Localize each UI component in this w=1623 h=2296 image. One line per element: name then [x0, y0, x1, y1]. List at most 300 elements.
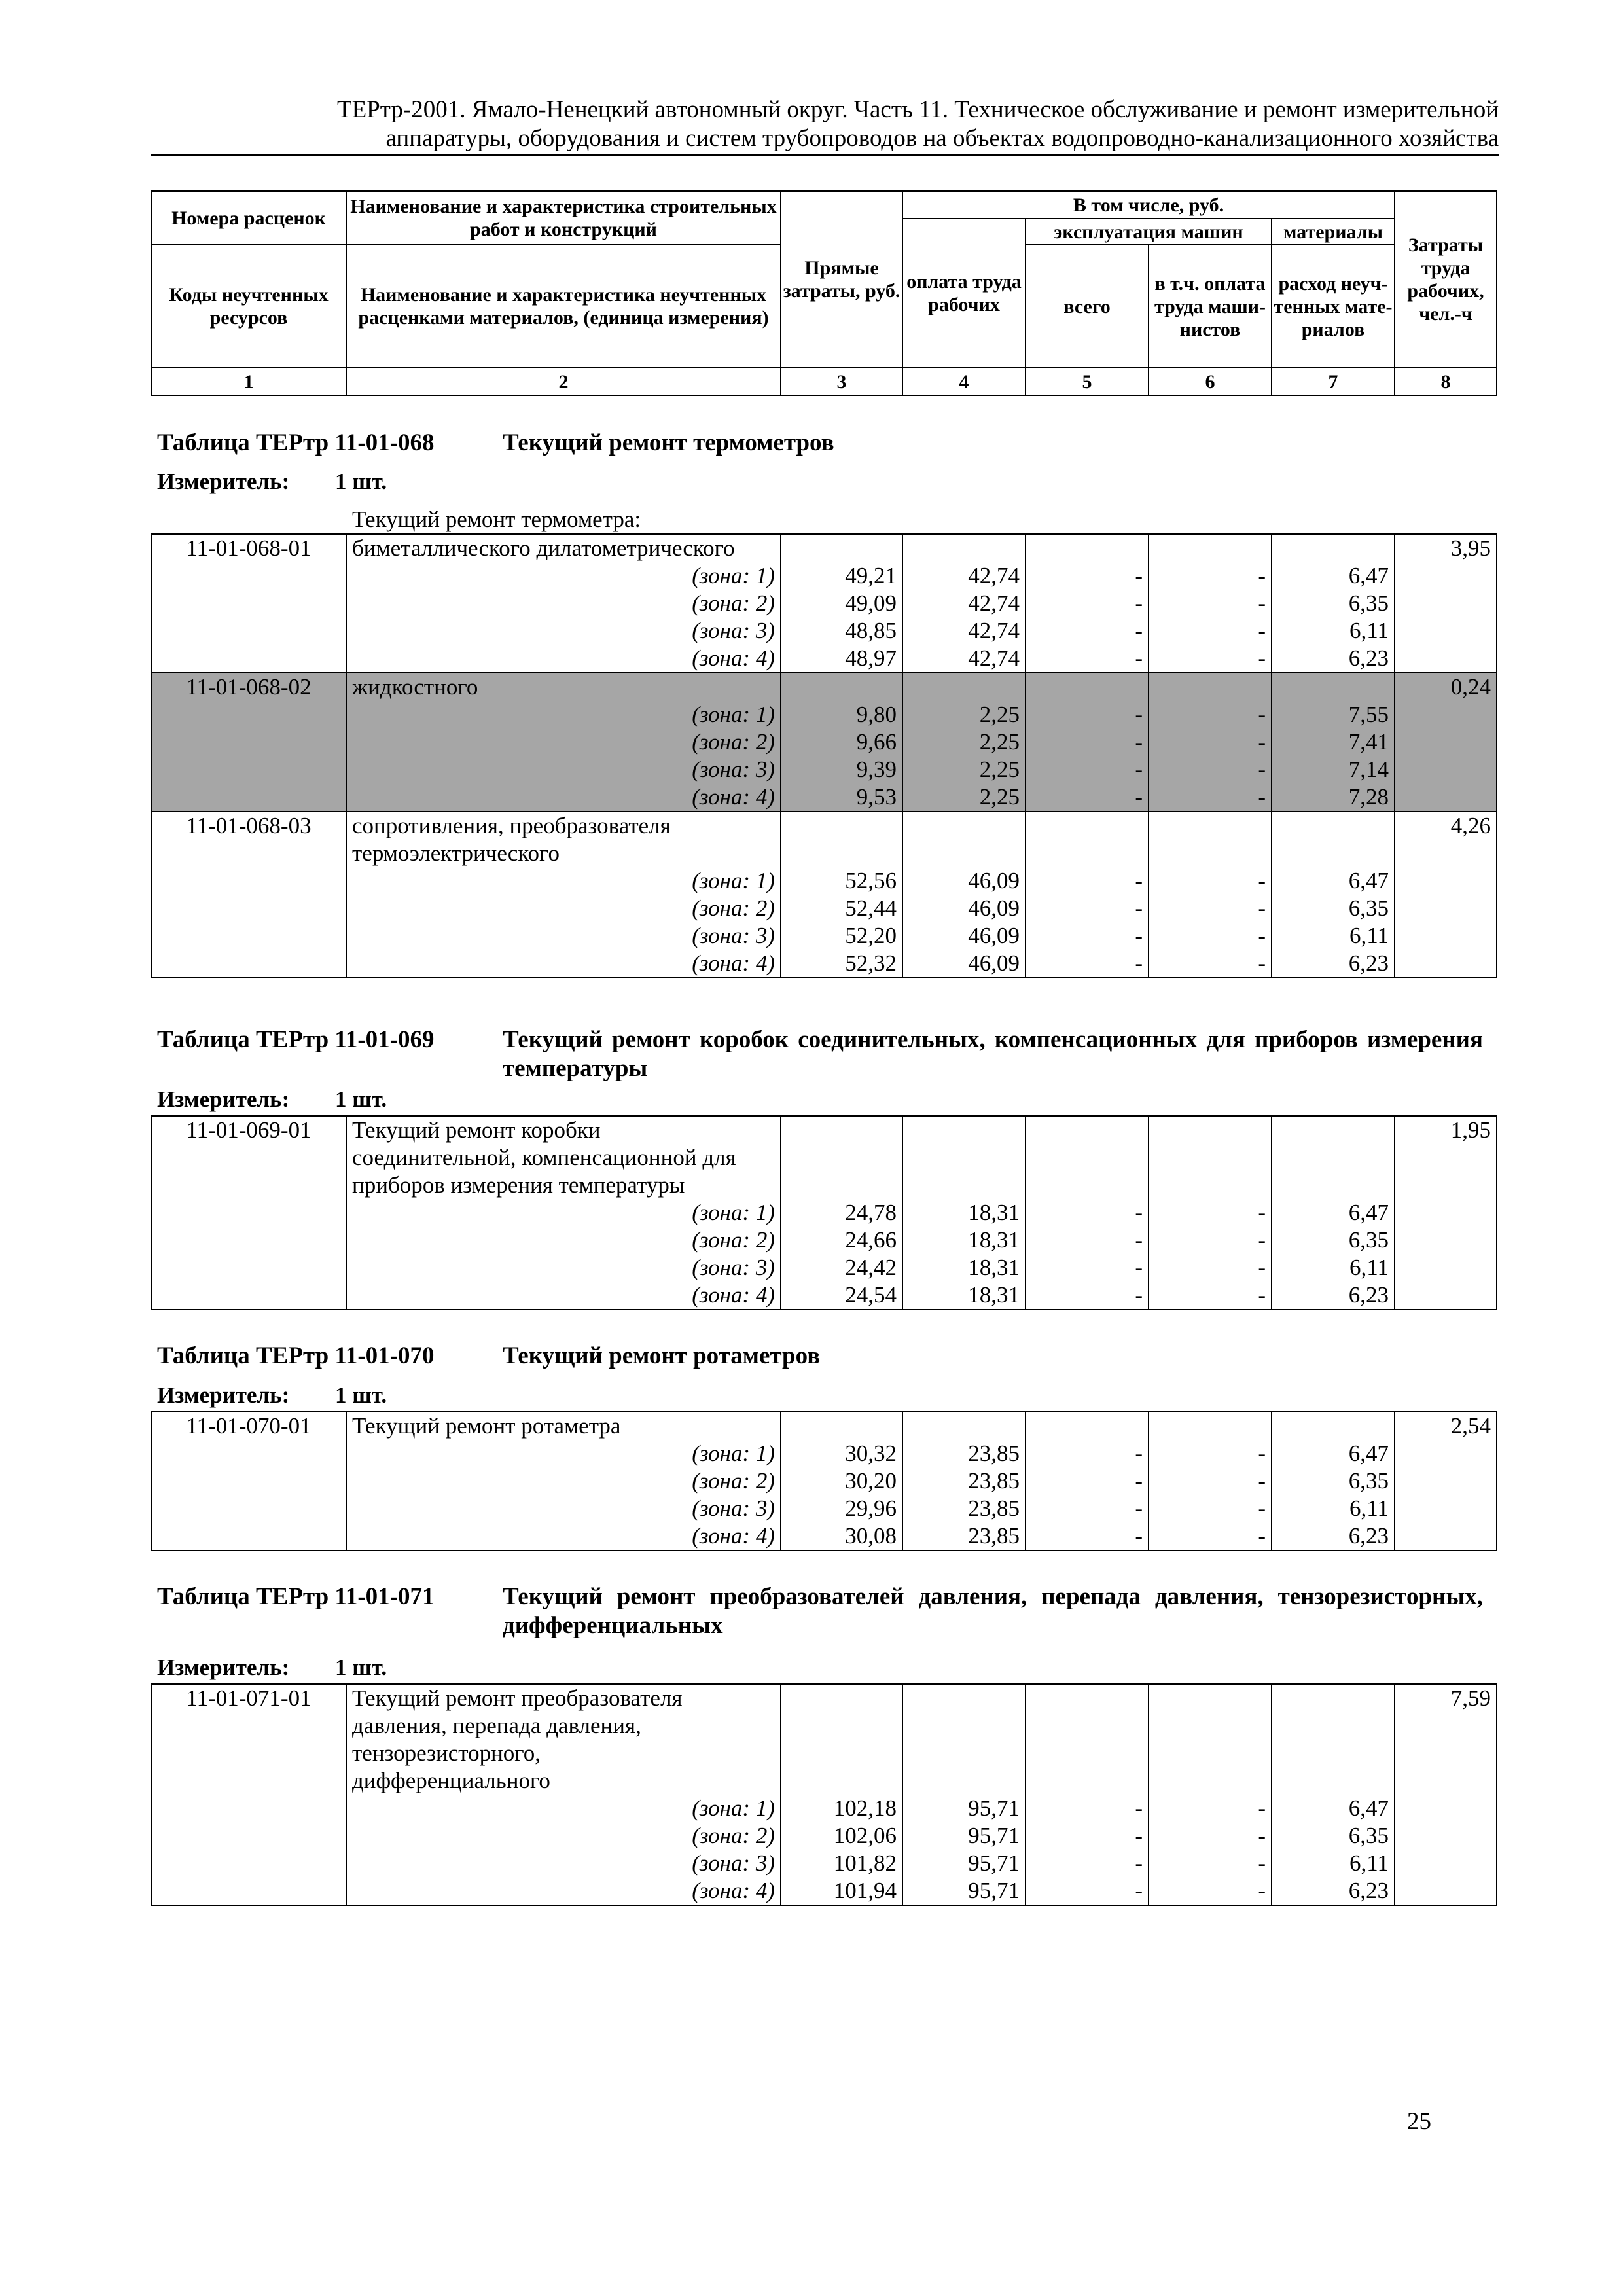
meter — [157, 1655, 387, 1681]
machinist-pay: - — [1149, 895, 1272, 922]
rate-code: 11-01-071-01 — [151, 1684, 346, 1712]
machines-total: - — [1026, 1850, 1149, 1877]
empty-cell — [1395, 1227, 1497, 1254]
rates-table — [151, 1115, 1497, 1310]
empty-cell — [1149, 673, 1272, 701]
rate-description: Текущий ремонт коробки — [346, 1116, 781, 1144]
empty-cell — [1272, 1412, 1395, 1440]
materials-cost: 6,11 — [1272, 922, 1395, 950]
materials-cost: 6,23 — [1272, 645, 1395, 673]
direct-cost: 24,66 — [781, 1227, 902, 1254]
empty-cell — [151, 590, 346, 617]
worker-pay: 18,31 — [902, 1199, 1026, 1227]
empty-cell — [151, 1172, 346, 1199]
empty-cell — [151, 1282, 346, 1310]
zone-label: (зона: 1) — [346, 1199, 781, 1227]
empty-cell — [1272, 812, 1395, 840]
direct-cost: 52,32 — [781, 950, 902, 978]
materials-cost: 6,47 — [1272, 1440, 1395, 1467]
empty-cell — [902, 1144, 1026, 1172]
machines-total: - — [1026, 562, 1149, 590]
rate-description: жидкостного — [346, 673, 781, 701]
table-row — [151, 895, 1497, 922]
direct-cost: 48,85 — [781, 617, 902, 645]
rate-description: Текущий ремонт ротаметра — [346, 1412, 781, 1440]
empty-cell — [902, 1412, 1026, 1440]
rate-code: 11-01-069-01 — [151, 1116, 346, 1144]
meter — [157, 1086, 387, 1113]
worker-pay: 23,85 — [902, 1467, 1026, 1495]
table-row — [151, 562, 1497, 590]
machinist-pay: - — [1149, 783, 1272, 812]
empty-cell — [151, 1822, 346, 1850]
empty-cell — [1395, 1712, 1497, 1740]
machinist-pay: - — [1149, 1467, 1272, 1495]
empty-cell — [781, 812, 902, 840]
empty-cell — [1272, 1767, 1395, 1795]
empty-cell — [902, 1172, 1026, 1199]
machines-header: эксплуатация машин — [1026, 219, 1272, 245]
empty-cell — [1026, 1116, 1149, 1144]
table-title — [157, 1026, 1483, 1083]
table-row — [151, 1254, 1497, 1282]
empty-cell — [902, 534, 1026, 562]
worker-pay: 42,74 — [902, 590, 1026, 617]
empty-cell — [151, 1227, 346, 1254]
materials-cost: 6,35 — [1272, 1227, 1395, 1254]
col-number-1: 1 — [151, 368, 346, 395]
empty-cell — [1272, 1684, 1395, 1712]
worker-pay: 2,25 — [902, 783, 1026, 812]
col3-header: Прямые затраты, руб. — [781, 191, 902, 368]
empty-cell — [1149, 1740, 1272, 1767]
rate-description: сопротивления, преобразователя — [346, 812, 781, 840]
machines-total: - — [1026, 922, 1149, 950]
col5-header: всего — [1026, 245, 1149, 368]
materials-cost: 6,35 — [1272, 1467, 1395, 1495]
col-number-7: 7 — [1272, 368, 1395, 395]
zone-label: (зона: 3) — [346, 1850, 781, 1877]
machines-total: - — [1026, 1495, 1149, 1522]
col2-header-bottom: Наименование и характеристика неучтенных расценками материалов, (единица измерения) — [346, 245, 781, 368]
empty-cell — [1272, 1740, 1395, 1767]
machines-total: - — [1026, 728, 1149, 756]
machinist-pay: - — [1149, 1522, 1272, 1551]
table-row — [151, 1684, 1497, 1712]
zone-label: (зона: 4) — [346, 645, 781, 673]
table-row — [151, 1877, 1497, 1905]
table-row — [151, 617, 1497, 645]
machines-total: - — [1026, 1522, 1149, 1551]
empty-cell — [151, 783, 346, 812]
table-row — [151, 867, 1497, 895]
empty-cell — [151, 701, 346, 728]
col-number-2: 2 — [346, 368, 781, 395]
table-name: Текущий ремонт ротаметров — [503, 1342, 821, 1369]
zone-label: (зона: 4) — [346, 1282, 781, 1310]
zone-label: (зона: 3) — [346, 1495, 781, 1522]
rates-table — [151, 533, 1497, 978]
machines-total: - — [1026, 1877, 1149, 1905]
empty-cell — [781, 1740, 902, 1767]
direct-cost: 101,94 — [781, 1877, 902, 1905]
labor-cost: 0,24 — [1395, 673, 1497, 701]
materials-cost: 6,47 — [1272, 867, 1395, 895]
meter-label: Измеритель: — [157, 469, 290, 494]
empty-cell — [1026, 1712, 1149, 1740]
table-row — [151, 1767, 1497, 1795]
worker-pay: 2,25 — [902, 728, 1026, 756]
empty-cell — [151, 950, 346, 978]
empty-cell — [151, 1495, 346, 1522]
col8-header: Затраты труда рабочих, чел.-ч — [1395, 191, 1497, 368]
empty-cell — [781, 840, 902, 867]
empty-cell — [1395, 1740, 1497, 1767]
machinist-pay: - — [1149, 1850, 1272, 1877]
labor-cost: 2,54 — [1395, 1412, 1497, 1440]
direct-cost: 30,20 — [781, 1467, 902, 1495]
empty-cell — [781, 1767, 902, 1795]
meter-value: 1 шт. — [335, 1655, 387, 1680]
materials-cost: 6,11 — [1272, 1495, 1395, 1522]
zone-label: (зона: 1) — [346, 1795, 781, 1822]
table-row — [151, 1412, 1497, 1440]
machinist-pay: - — [1149, 1877, 1272, 1905]
materials-cost: 6,11 — [1272, 617, 1395, 645]
worker-pay: 46,09 — [902, 922, 1026, 950]
empty-cell — [1395, 1495, 1497, 1522]
meter-label: Измеритель: — [157, 1382, 290, 1408]
empty-cell — [151, 1795, 346, 1822]
rate-description: дифференциального — [346, 1767, 781, 1795]
table-row — [151, 1227, 1497, 1254]
table-title — [157, 429, 1483, 457]
materials-cost: 7,55 — [1272, 701, 1395, 728]
table-row — [151, 1440, 1497, 1467]
labor-cost: 7,59 — [1395, 1684, 1497, 1712]
table-code: Таблица ТЕРтр 11-01-071 — [157, 1583, 435, 1610]
materials-cost: 7,41 — [1272, 728, 1395, 756]
worker-pay: 46,09 — [902, 895, 1026, 922]
table-row — [151, 1795, 1497, 1822]
machines-total: - — [1026, 1795, 1149, 1822]
empty-cell — [151, 1440, 346, 1467]
empty-cell — [151, 1144, 346, 1172]
empty-cell — [1149, 1116, 1272, 1144]
machines-total: - — [1026, 867, 1149, 895]
empty-cell — [1272, 534, 1395, 562]
rate-code: 11-01-068-03 — [151, 812, 346, 840]
empty-cell — [902, 1712, 1026, 1740]
table-row — [151, 812, 1497, 840]
worker-pay: 18,31 — [902, 1227, 1026, 1254]
machines-total: - — [1026, 1467, 1149, 1495]
table-name: Текущий ремонт преобразователей давления, перепада давления, тензорезисторных, дифференциальных — [503, 1583, 1483, 1639]
empty-cell — [1149, 1767, 1272, 1795]
machinist-pay: - — [1149, 1822, 1272, 1850]
materials-cost: 6,35 — [1272, 590, 1395, 617]
table-name: Текущий ремонт коробок соединительных, компенсационных для приборов измерения температуры — [503, 1026, 1483, 1082]
empty-cell — [1395, 867, 1497, 895]
table-row — [151, 1282, 1497, 1310]
materials-cost: 6,11 — [1272, 1850, 1395, 1877]
materials-cost: 6,23 — [1272, 950, 1395, 978]
empty-cell — [151, 1767, 346, 1795]
table-row — [151, 1467, 1497, 1495]
empty-cell — [1149, 840, 1272, 867]
empty-cell — [1395, 895, 1497, 922]
empty-cell — [151, 1199, 346, 1227]
worker-pay: 95,71 — [902, 1822, 1026, 1850]
meter-value: 1 шт. — [335, 1086, 387, 1112]
table-row — [151, 534, 1497, 562]
worker-pay: 2,25 — [902, 756, 1026, 783]
zone-label: (зона: 2) — [346, 1822, 781, 1850]
empty-cell — [781, 1712, 902, 1740]
table-row — [151, 1850, 1497, 1877]
table-row — [151, 922, 1497, 950]
machinist-pay: - — [1149, 1795, 1272, 1822]
worker-pay: 18,31 — [902, 1254, 1026, 1282]
worker-pay: 2,25 — [902, 701, 1026, 728]
labor-cost: 1,95 — [1395, 1116, 1497, 1144]
empty-cell — [1026, 840, 1149, 867]
direct-cost: 30,32 — [781, 1440, 902, 1467]
table-row — [151, 673, 1497, 701]
worker-pay: 23,85 — [902, 1440, 1026, 1467]
empty-cell — [1395, 922, 1497, 950]
included-header: В том числе, руб. — [902, 191, 1395, 219]
empty-cell — [1395, 1822, 1497, 1850]
rates-table — [151, 1411, 1497, 1551]
machinist-pay: - — [1149, 922, 1272, 950]
zone-label: (зона: 4) — [346, 1522, 781, 1551]
table-row — [151, 590, 1497, 617]
empty-cell — [1272, 1116, 1395, 1144]
empty-cell — [781, 1144, 902, 1172]
machinist-pay: - — [1149, 1254, 1272, 1282]
col1-header-top: Номера расценок — [151, 191, 346, 245]
empty-cell — [1149, 1144, 1272, 1172]
direct-cost: 9,80 — [781, 701, 902, 728]
machines-total: - — [1026, 1254, 1149, 1282]
empty-cell — [151, 1254, 346, 1282]
table-row — [151, 728, 1497, 756]
zone-label: (зона: 4) — [346, 950, 781, 978]
materials-cost: 6,23 — [1272, 1877, 1395, 1905]
table-row — [151, 1116, 1497, 1144]
worker-pay: 95,71 — [902, 1795, 1026, 1822]
machines-total: - — [1026, 1227, 1149, 1254]
table-row — [151, 1740, 1497, 1767]
machinist-pay: - — [1149, 562, 1272, 590]
table-row — [151, 1712, 1497, 1740]
empty-cell — [151, 895, 346, 922]
meter-label: Измеритель: — [157, 1655, 290, 1680]
worker-pay: 46,09 — [902, 950, 1026, 978]
zone-label: (зона: 1) — [346, 1440, 781, 1467]
labor-cost: 3,95 — [1395, 534, 1497, 562]
table-code: Таблица ТЕРтр 11-01-070 — [157, 1342, 435, 1369]
table-name: Текущий ремонт термометров — [503, 429, 834, 456]
direct-cost: 49,21 — [781, 562, 902, 590]
col-number-8: 8 — [1395, 368, 1497, 395]
empty-cell — [1395, 783, 1497, 812]
empty-cell — [781, 1172, 902, 1199]
table-row — [151, 1199, 1497, 1227]
rate-code: 11-01-070-01 — [151, 1412, 346, 1440]
machines-total: - — [1026, 701, 1149, 728]
empty-cell — [151, 728, 346, 756]
rate-description: приборов измерения температуры — [346, 1172, 781, 1199]
empty-cell — [1026, 812, 1149, 840]
empty-cell — [1395, 1795, 1497, 1822]
direct-cost: 30,08 — [781, 1522, 902, 1551]
materials-cost: 6,35 — [1272, 895, 1395, 922]
machines-total: - — [1026, 1822, 1149, 1850]
direct-cost: 24,42 — [781, 1254, 902, 1282]
table-row — [151, 1822, 1497, 1850]
zone-label: (зона: 3) — [346, 756, 781, 783]
direct-cost: 49,09 — [781, 590, 902, 617]
empty-cell — [1395, 645, 1497, 673]
worker-pay: 46,09 — [902, 867, 1026, 895]
empty-cell — [151, 1467, 346, 1495]
materials-cost: 7,28 — [1272, 783, 1395, 812]
worker-pay: 42,74 — [902, 617, 1026, 645]
machines-total: - — [1026, 617, 1149, 645]
table-row — [151, 950, 1497, 978]
empty-cell — [1395, 1282, 1497, 1310]
zone-label: (зона: 3) — [346, 922, 781, 950]
empty-cell — [151, 756, 346, 783]
empty-cell — [1026, 1767, 1149, 1795]
machinist-pay: - — [1149, 1495, 1272, 1522]
zone-label: (зона: 4) — [346, 1877, 781, 1905]
direct-cost: 9,66 — [781, 728, 902, 756]
worker-pay: 95,71 — [902, 1850, 1026, 1877]
empty-cell — [1149, 1172, 1272, 1199]
col-number-3: 3 — [781, 368, 902, 395]
empty-cell — [902, 1740, 1026, 1767]
col-number-6: 6 — [1149, 368, 1272, 395]
empty-cell — [151, 617, 346, 645]
rate-description: давления, перепада давления, — [346, 1712, 781, 1740]
page-number: 25 — [1407, 2108, 1431, 2135]
worker-pay: 23,85 — [902, 1495, 1026, 1522]
machines-total: - — [1026, 783, 1149, 812]
empty-cell — [151, 1522, 346, 1551]
zone-label: (зона: 2) — [346, 590, 781, 617]
machines-total: - — [1026, 1440, 1149, 1467]
rate-description: биметаллического дилатометрического — [346, 534, 781, 562]
meter-value: 1 шт. — [335, 1382, 387, 1408]
worker-pay: 18,31 — [902, 1282, 1026, 1310]
direct-cost: 24,78 — [781, 1199, 902, 1227]
direct-cost: 102,06 — [781, 1822, 902, 1850]
empty-cell — [1395, 562, 1497, 590]
zone-label: (зона: 3) — [346, 617, 781, 645]
materials-header: материалы — [1272, 219, 1395, 245]
machinist-pay: - — [1149, 1440, 1272, 1467]
rate-description: тензорезисторного, — [346, 1740, 781, 1767]
empty-cell — [1026, 1740, 1149, 1767]
empty-cell — [1026, 1172, 1149, 1199]
empty-cell — [151, 840, 346, 867]
machines-total: - — [1026, 950, 1149, 978]
header-line-1: ТЕРтр-2001. Ямало-Ненецкий автономный округ. Часть 11. Техническое обслуживание и ремонт измерительной — [336, 96, 1499, 123]
empty-cell — [1395, 1144, 1497, 1172]
direct-cost: 52,20 — [781, 922, 902, 950]
table-row — [151, 1495, 1497, 1522]
empty-cell — [1395, 840, 1497, 867]
machinist-pay: - — [1149, 701, 1272, 728]
empty-cell — [1395, 701, 1497, 728]
header-line-2: аппаратуры, оборудования и систем трубопроводов на объектах водопроводно-канализационного хозяйства — [385, 125, 1499, 152]
empty-cell — [1395, 1522, 1497, 1551]
empty-cell — [781, 1412, 902, 1440]
empty-cell — [1395, 1877, 1497, 1905]
empty-cell — [151, 1740, 346, 1767]
meter — [157, 1382, 387, 1408]
zone-label: (зона: 2) — [346, 895, 781, 922]
direct-cost: 9,39 — [781, 756, 902, 783]
machinist-pay: - — [1149, 645, 1272, 673]
empty-cell — [902, 1684, 1026, 1712]
zone-label: (зона: 1) — [346, 701, 781, 728]
machinist-pay: - — [1149, 617, 1272, 645]
empty-cell — [1149, 534, 1272, 562]
empty-cell — [1026, 1412, 1149, 1440]
group-label: Текущий ремонт термометра: — [352, 507, 641, 532]
empty-cell — [151, 645, 346, 673]
empty-cell — [151, 1877, 346, 1905]
empty-cell — [1395, 1172, 1497, 1199]
table-row — [151, 1172, 1497, 1199]
materials-cost: 6,47 — [1272, 1795, 1395, 1822]
col4-header: оплата труда рабочих — [902, 219, 1026, 368]
machinist-pay: - — [1149, 1227, 1272, 1254]
page-header — [151, 96, 1499, 156]
materials-cost: 6,47 — [1272, 1199, 1395, 1227]
table-row — [151, 1144, 1497, 1172]
empty-cell — [902, 812, 1026, 840]
materials-cost: 6,23 — [1272, 1282, 1395, 1310]
direct-cost: 24,54 — [781, 1282, 902, 1310]
materials-cost: 7,14 — [1272, 756, 1395, 783]
machinist-pay: - — [1149, 1282, 1272, 1310]
empty-cell — [151, 562, 346, 590]
empty-cell — [1026, 673, 1149, 701]
empty-cell — [1395, 1199, 1497, 1227]
table-row — [151, 756, 1497, 783]
zone-label: (зона: 1) — [346, 562, 781, 590]
empty-cell — [1395, 1467, 1497, 1495]
empty-cell — [1395, 1850, 1497, 1877]
table-code: Таблица ТЕРтр 11-01-069 — [157, 1026, 435, 1053]
col-number-5: 5 — [1026, 368, 1149, 395]
empty-cell — [1395, 590, 1497, 617]
rate-code: 11-01-068-02 — [151, 673, 346, 701]
col2-header-top: Наименование и характеристика строительных работ и конструкций — [346, 191, 781, 245]
rate-description: соединительной, компенсационной для — [346, 1144, 781, 1172]
rates-table — [151, 1683, 1497, 1906]
materials-cost: 6,35 — [1272, 1822, 1395, 1850]
direct-cost: 52,44 — [781, 895, 902, 922]
direct-cost: 52,56 — [781, 867, 902, 895]
empty-cell — [1272, 1172, 1395, 1199]
materials-cost: 6,47 — [1272, 562, 1395, 590]
